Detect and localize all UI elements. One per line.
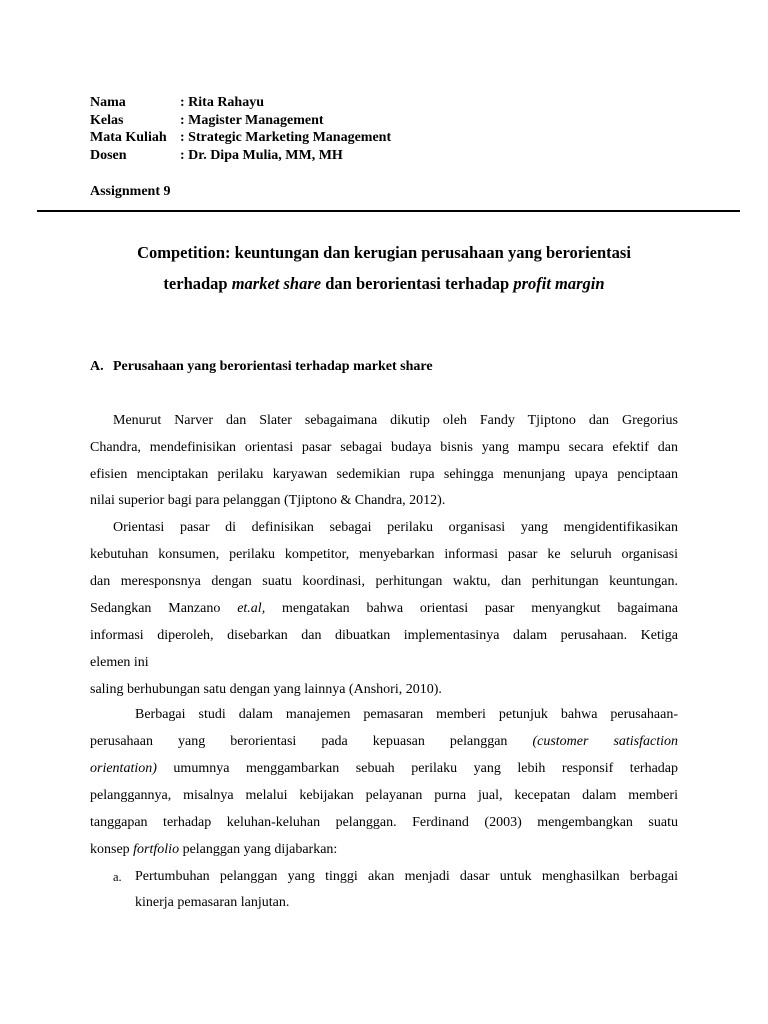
dosen-label: Dosen	[90, 147, 127, 163]
title-italic-market-share: market share	[231, 274, 322, 293]
nama-value: : Rita Rahayu	[180, 95, 265, 110]
paragraph-2-line-5: informasi diperoleh, disebarkan dan dibuatkan implementasinya dalam perusahaan. Ketiga	[90, 628, 678, 643]
paragraph-3-line-2	[90, 733, 678, 751]
text-run: pelanggan yang dijabarkan:	[179, 842, 338, 857]
italic-customer-satisfaction: (customer satisfaction	[532, 734, 679, 749]
kelas-value: : Magister Management	[180, 112, 324, 128]
meta-row-kelas	[90, 112, 391, 130]
document-title-line-1: Competition: keuntungan dan kerugian perusahaan yang berorientasi	[137, 243, 631, 262]
dosen-value: : Dr. Dipa Mulia, MM, MH	[180, 147, 343, 163]
italic-et-al: et.al,	[237, 601, 266, 616]
paragraph-1-line-1: Menurut Narver dan Slater sebagaimana dikutip oleh Fandy Tjiptono dan Gregorius	[113, 413, 678, 428]
student-info	[90, 94, 391, 164]
text-run: Sedangkan Manzano	[90, 601, 238, 616]
meta-row-dosen	[90, 147, 391, 165]
paragraph-2-line-3: dan meresponsnya dengan suatu koordinasi, perhitungan waktu, dan perhitungan keuntungan.	[90, 574, 678, 589]
paragraph-2-line-2: kebutuhan konsumen, perilaku kompetitor, menyebarkan informasi pasar ke seluruh organisasi	[90, 547, 678, 562]
title-text: terhadap	[163, 274, 232, 293]
section-a-heading	[90, 358, 433, 376]
paragraph-2-line-7: saling berhubungan satu dengan yang lainnya (Anshori, 2010).	[90, 682, 442, 697]
paragraph-1-line-4: nilai superior bagi para pelanggan (Tjiptono & Chandra, 2012).	[90, 493, 446, 508]
paragraph-3-line-1: Berbagai studi dalam manajemen pemasaran memberi petunjuk bahwa perusahaan-	[135, 707, 678, 722]
paragraph-1-line-2: Chandra, mendefinisikan orientasi pasar sebagai budaya bisnis yang mampu secara efektif dan	[90, 440, 678, 455]
text-run: umumnya menggambarkan sebuah perilaku yang lebih responsif terhadap	[156, 761, 678, 776]
text-run: mengatakan bahwa orientasi pasar menyangkut bagaimana	[265, 601, 678, 616]
paragraph-2-line-6: elemen ini	[90, 655, 149, 670]
list-item-a-line-2: kinerja pemasaran lanjutan.	[135, 895, 290, 910]
paragraph-2-line-4	[90, 600, 678, 618]
paragraph-2-line-1: Orientasi pasar di definisikan sebagai perilaku organisasi yang mengidentifikasikan	[113, 520, 678, 535]
section-title: Perusahaan yang berorientasi terhadap market share	[113, 359, 433, 374]
section-letter: A.	[90, 359, 104, 374]
assignment-label: Assignment 9	[90, 184, 171, 199]
paragraph-3-line-3	[90, 760, 678, 778]
text-run: perusahaan yang berorientasi pada kepuasan pelanggan	[90, 734, 533, 749]
document-title-line-2	[90, 274, 678, 294]
meta-row-nama	[90, 94, 391, 112]
list-item-a-line-1: Pertumbuhan pelanggan yang tinggi akan menjadi dasar untuk menghasilkan berbagai	[135, 869, 678, 884]
paragraph-3-line-5: tanggapan terhadap keluhan-keluhan pelanggan. Ferdinand (2003) mengembangkan suatu	[90, 815, 678, 830]
list-marker-a: a.	[113, 870, 122, 884]
mata-kuliah-label: Mata Kuliah	[90, 130, 167, 145]
nama-label: Nama	[90, 95, 126, 110]
title-italic-profit-margin: profit margin	[513, 274, 605, 293]
text-run: konsep	[90, 842, 134, 857]
paragraph-3-line-4: pelanggannya, misalnya melalui kebijakan pelayanan purna jual, kecepatan dalam memberi	[90, 788, 678, 803]
italic-orientation: orientation)	[90, 761, 157, 776]
meta-row-mata-kuliah	[90, 129, 391, 147]
paragraph-1-line-3: efisien menciptakan perilaku karyawan sedemikian rupa sehingga menunjang upaya penciptaan	[90, 467, 678, 482]
horizontal-divider	[37, 210, 740, 212]
paragraph-3-line-6	[90, 841, 678, 859]
mata-kuliah-value: : Strategic Marketing Management	[180, 130, 392, 145]
italic-fortfolio: fortfolio	[133, 842, 180, 857]
kelas-label: Kelas	[90, 112, 124, 128]
title-text: dan berorientasi terhadap	[321, 274, 514, 293]
